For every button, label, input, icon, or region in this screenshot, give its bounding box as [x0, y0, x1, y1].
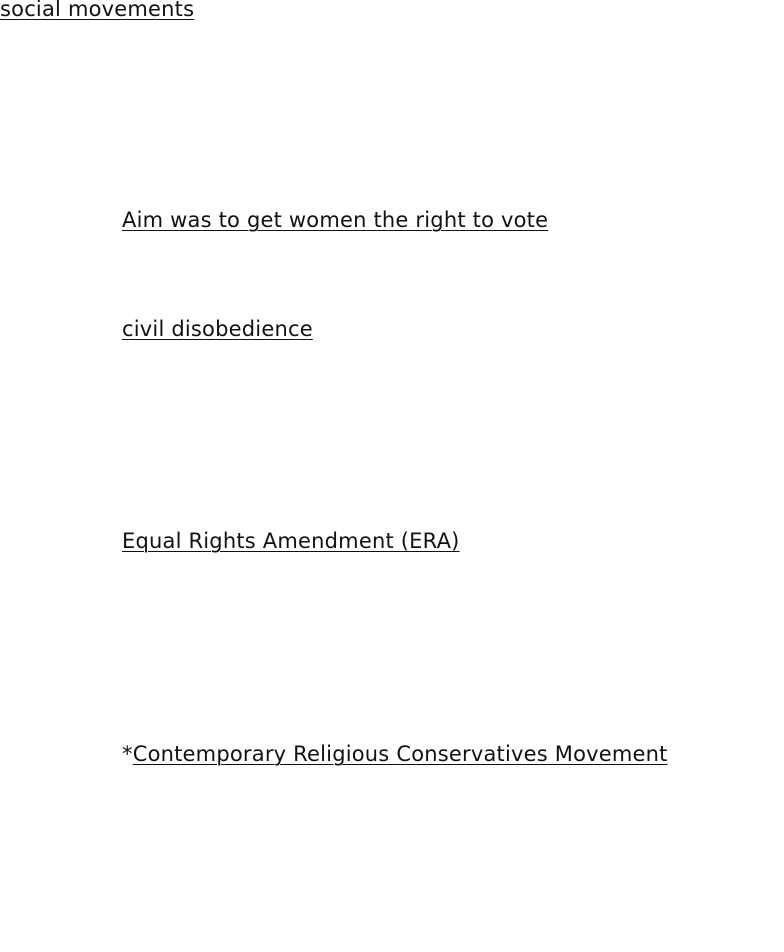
note-item-text: Equal Rights Amendment (ERA): [122, 529, 460, 553]
note-item: [122, 317, 313, 341]
document-heading: [0, 0, 194, 21]
asterisk-marker: *: [122, 742, 133, 766]
note-item: [122, 208, 548, 232]
note-item: [122, 529, 460, 553]
note-item-text: Aim was to get women the right to vote: [122, 208, 549, 232]
note-item-text: Contemporary Religious Conservatives Movement: [132, 742, 668, 766]
note-item-text: civil disobedience: [122, 317, 313, 341]
note-item: [122, 742, 668, 766]
heading-text: social movements: [0, 0, 195, 21]
